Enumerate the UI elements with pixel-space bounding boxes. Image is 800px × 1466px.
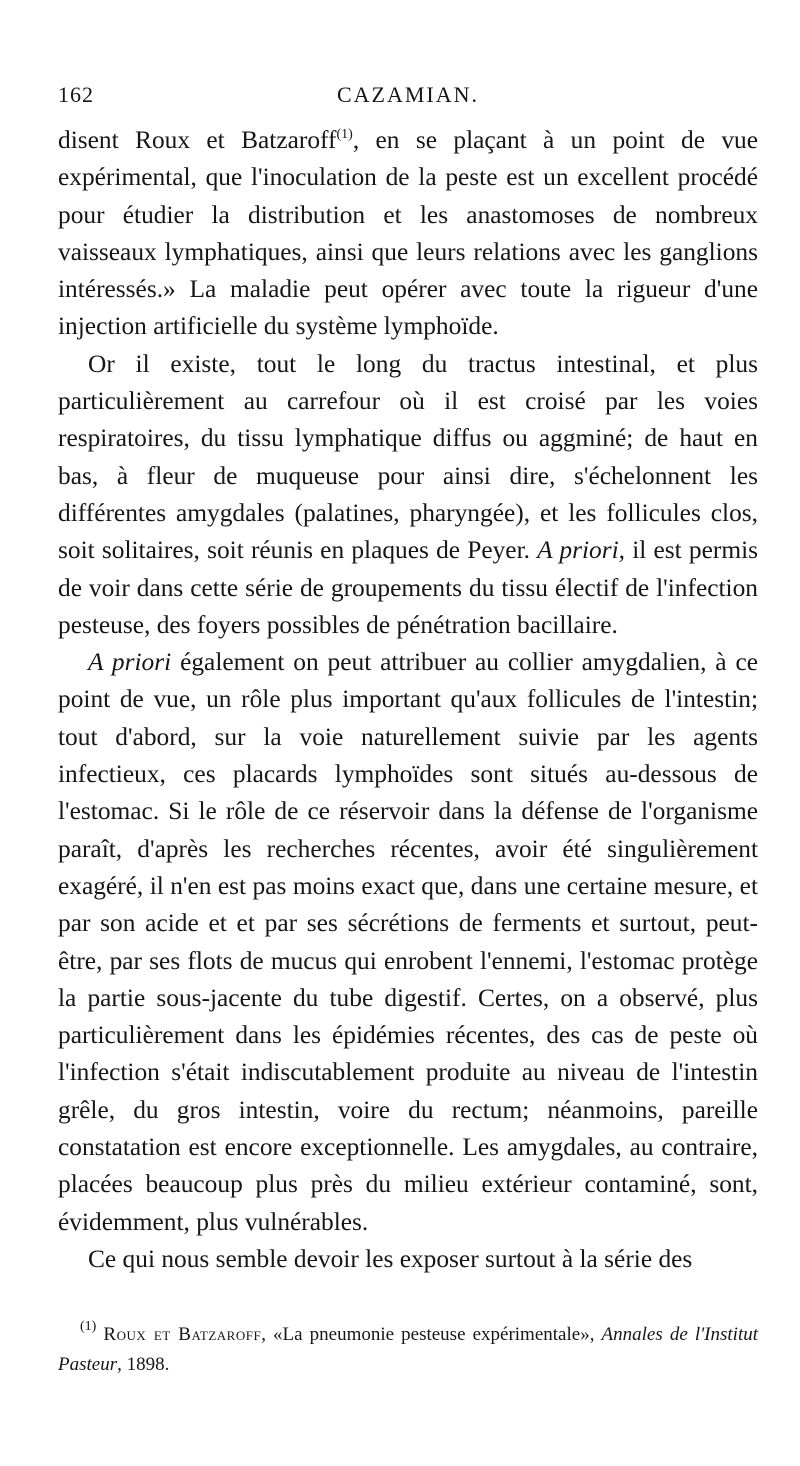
main-text (58, 122, 758, 1278)
paragraph-3 (58, 644, 758, 1241)
paragraph-2 (58, 346, 758, 644)
footnote-reference[interactable]: (1) (336, 127, 353, 142)
paragraph-2-text-a: Or il existe, tout le long du tractus intestinal, et plus particulièrement au carrefour où il est croisé par les voies respiratoires, du tissu lymphatique diffus ou aggminé; de haut en bas, à fleur de muqueuse pour ainsi dire, s'échelonnent les différentes amygdales (palatines, pharyngée), et les follicules clos, soit solitaires, soit réunis en plaques de Peyer. (58, 349, 758, 565)
paragraph-3-text: également on peut attribuer au collier amygdalien, à ce point de vue, un rôle plus important qu'aux follicules de l'intestin; tout d'abord, sur la voie naturellement suivie par les agents infectieux, ces placards lymphoïdes sont situés au-dessous de l'estomac. Si le rôle de ce réservoir dans la défense de l'organisme paraît, d'après les recherches récentes, avoir été singulièrement exagéré, il n'en est pas moins exact que, dans une certaine mesure, et par son acide et et par ses sécrétions de ferments et surtout, peut-être, par ses flots de mucus qui enrobent l'ennemi, l'estomac protège la partie sous-jacente du tube digestif. Certes, on a observé, plus particulièrement dans les épidémies récentes, des cas de peste où l'infection s'était indiscutablement produite au niveau de l'intestin grêle, du gros intestin, voire du rectum; néanmoins, pareille constatation est encore exceptionnelle. Les amygdales, au contraire, placées beaucoup plus près du milieu extérieur contaminé, sont, évidemment, plus vulnérables. (58, 648, 758, 1236)
footnote-authors: Roux et Batzaroff (103, 1324, 262, 1345)
paragraph-3-italic: A priori (88, 648, 172, 677)
footnote-journal: Annales de l'Institut Pasteur (58, 1324, 759, 1375)
running-title: CAZAMIAN. (336, 82, 480, 107)
paragraph-2-italic: A priori, (537, 536, 626, 565)
footnotes (58, 1320, 758, 1380)
footnote-marker: (1) (80, 1319, 97, 1334)
footnote-quote: , «La pneumonie pesteuse expérimentale», (261, 1324, 602, 1345)
page-number: 162 (58, 82, 94, 107)
paragraph-2-text-b: il est permis de voir dans cette série de groupements du tissu électif de l'infection pesteuse, des foyers possibles de pénétration bacillaire. (58, 536, 759, 639)
footnote-year: , 1898. (117, 1354, 170, 1375)
paragraph-1 (58, 122, 758, 346)
paragraph-4 (58, 1241, 758, 1278)
paragraph-1-text-a: disent Roux et Batzaroff (58, 126, 337, 154)
paragraph-1-text-b: , en se plaçant à un point de vue expérimental, que l'inoculation de la peste est un excellent procédé pour étudier la distribution et les anastomoses de nombreux vaisseaux lymphatiques, ainsi que leurs relations avec les ganglions intéressés.» La maladie peut opérer avec toute la rigueur d'une injection artificielle du système lymphoïde. (58, 126, 758, 341)
footnote-1 (58, 1320, 758, 1380)
paragraph-4-text: Ce qui nous semble devoir les exposer surtout à la série des (88, 1244, 693, 1273)
running-header (58, 82, 758, 118)
